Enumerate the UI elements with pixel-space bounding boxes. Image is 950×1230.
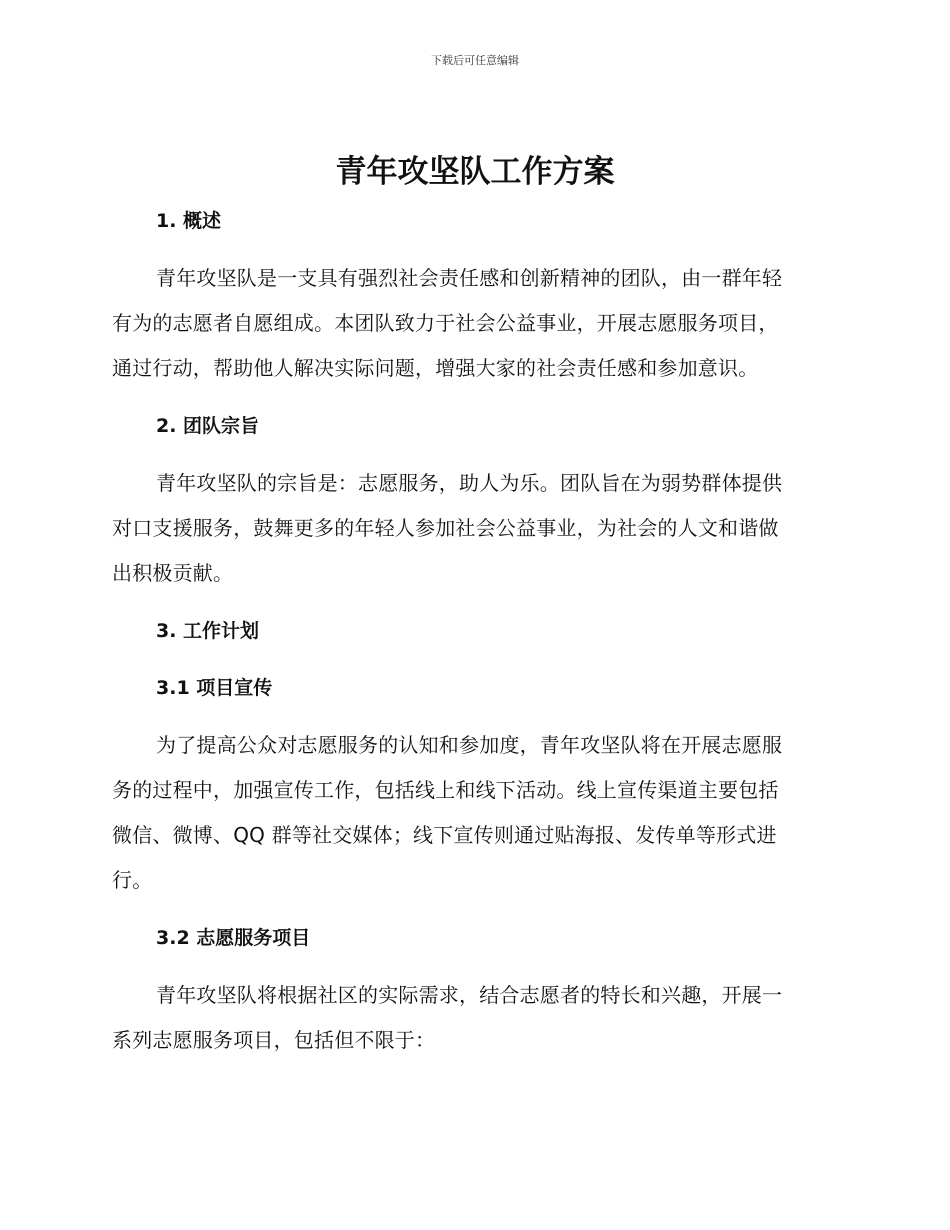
section-heading-work-plan: 3. 工作计划: [156, 620, 260, 642]
paragraph-line: 为了提高公众对志愿服务的认知和参加度，青年攻坚队将在开展志愿服: [156, 733, 783, 757]
section-heading-overview: 1. 概述: [156, 210, 222, 232]
paragraph-line: 务的过程中，加强宣传工作，包括线上和线下活动。线上宣传渠道主要包括: [112, 778, 779, 802]
paragraph-line: 青年攻坚队是一支具有强烈社会责任感和创新精神的团队，由一群年轻: [156, 266, 783, 290]
section-heading-purpose: 2. 团队宗旨: [156, 415, 260, 437]
subsection-heading-promotion: 3.1 项目宣传: [156, 677, 273, 699]
header-note: 下载后可任意编辑: [431, 54, 519, 67]
paragraph-line: 青年攻坚队将根据社区的实际需求，结合志愿者的特长和兴趣，开展一: [156, 983, 783, 1007]
subsection-paragraph-volunteer-projects: [112, 973, 832, 1063]
section-paragraph-overview: [112, 256, 832, 391]
subsection-heading-volunteer-projects: 3.2 志愿服务项目: [156, 927, 311, 949]
subsection-paragraph-promotion: [112, 723, 832, 903]
paragraph-line: 系列志愿服务项目，包括但不限于：: [112, 1028, 436, 1052]
paragraph-line: 青年攻坚队的宗旨是：志愿服务，助人为乐。团队旨在为弱势群体提供: [156, 471, 783, 495]
section-paragraph-purpose: [112, 461, 832, 596]
paragraph-line: 行。: [112, 868, 153, 892]
paragraph-line: 通过行动，帮助他人解决实际问题，增强大家的社会责任感和参加意识。: [112, 356, 759, 380]
paragraph-line: 出积极贡献。: [112, 561, 234, 585]
paragraph-line: 对口支援服务，鼓舞更多的年轻人参加社会公益事业，为社会的人文和谐做: [112, 516, 779, 540]
paragraph-line: 微信、微博、QQ 群等社交媒体；线下宣传则通过贴海报、发传单等形式进: [112, 823, 777, 847]
document-title: 青年攻坚队工作方案: [335, 154, 615, 190]
paragraph-line: 有为的志愿者自愿组成。本团队致力于社会公益事业，开展志愿服务项目，: [112, 311, 779, 335]
